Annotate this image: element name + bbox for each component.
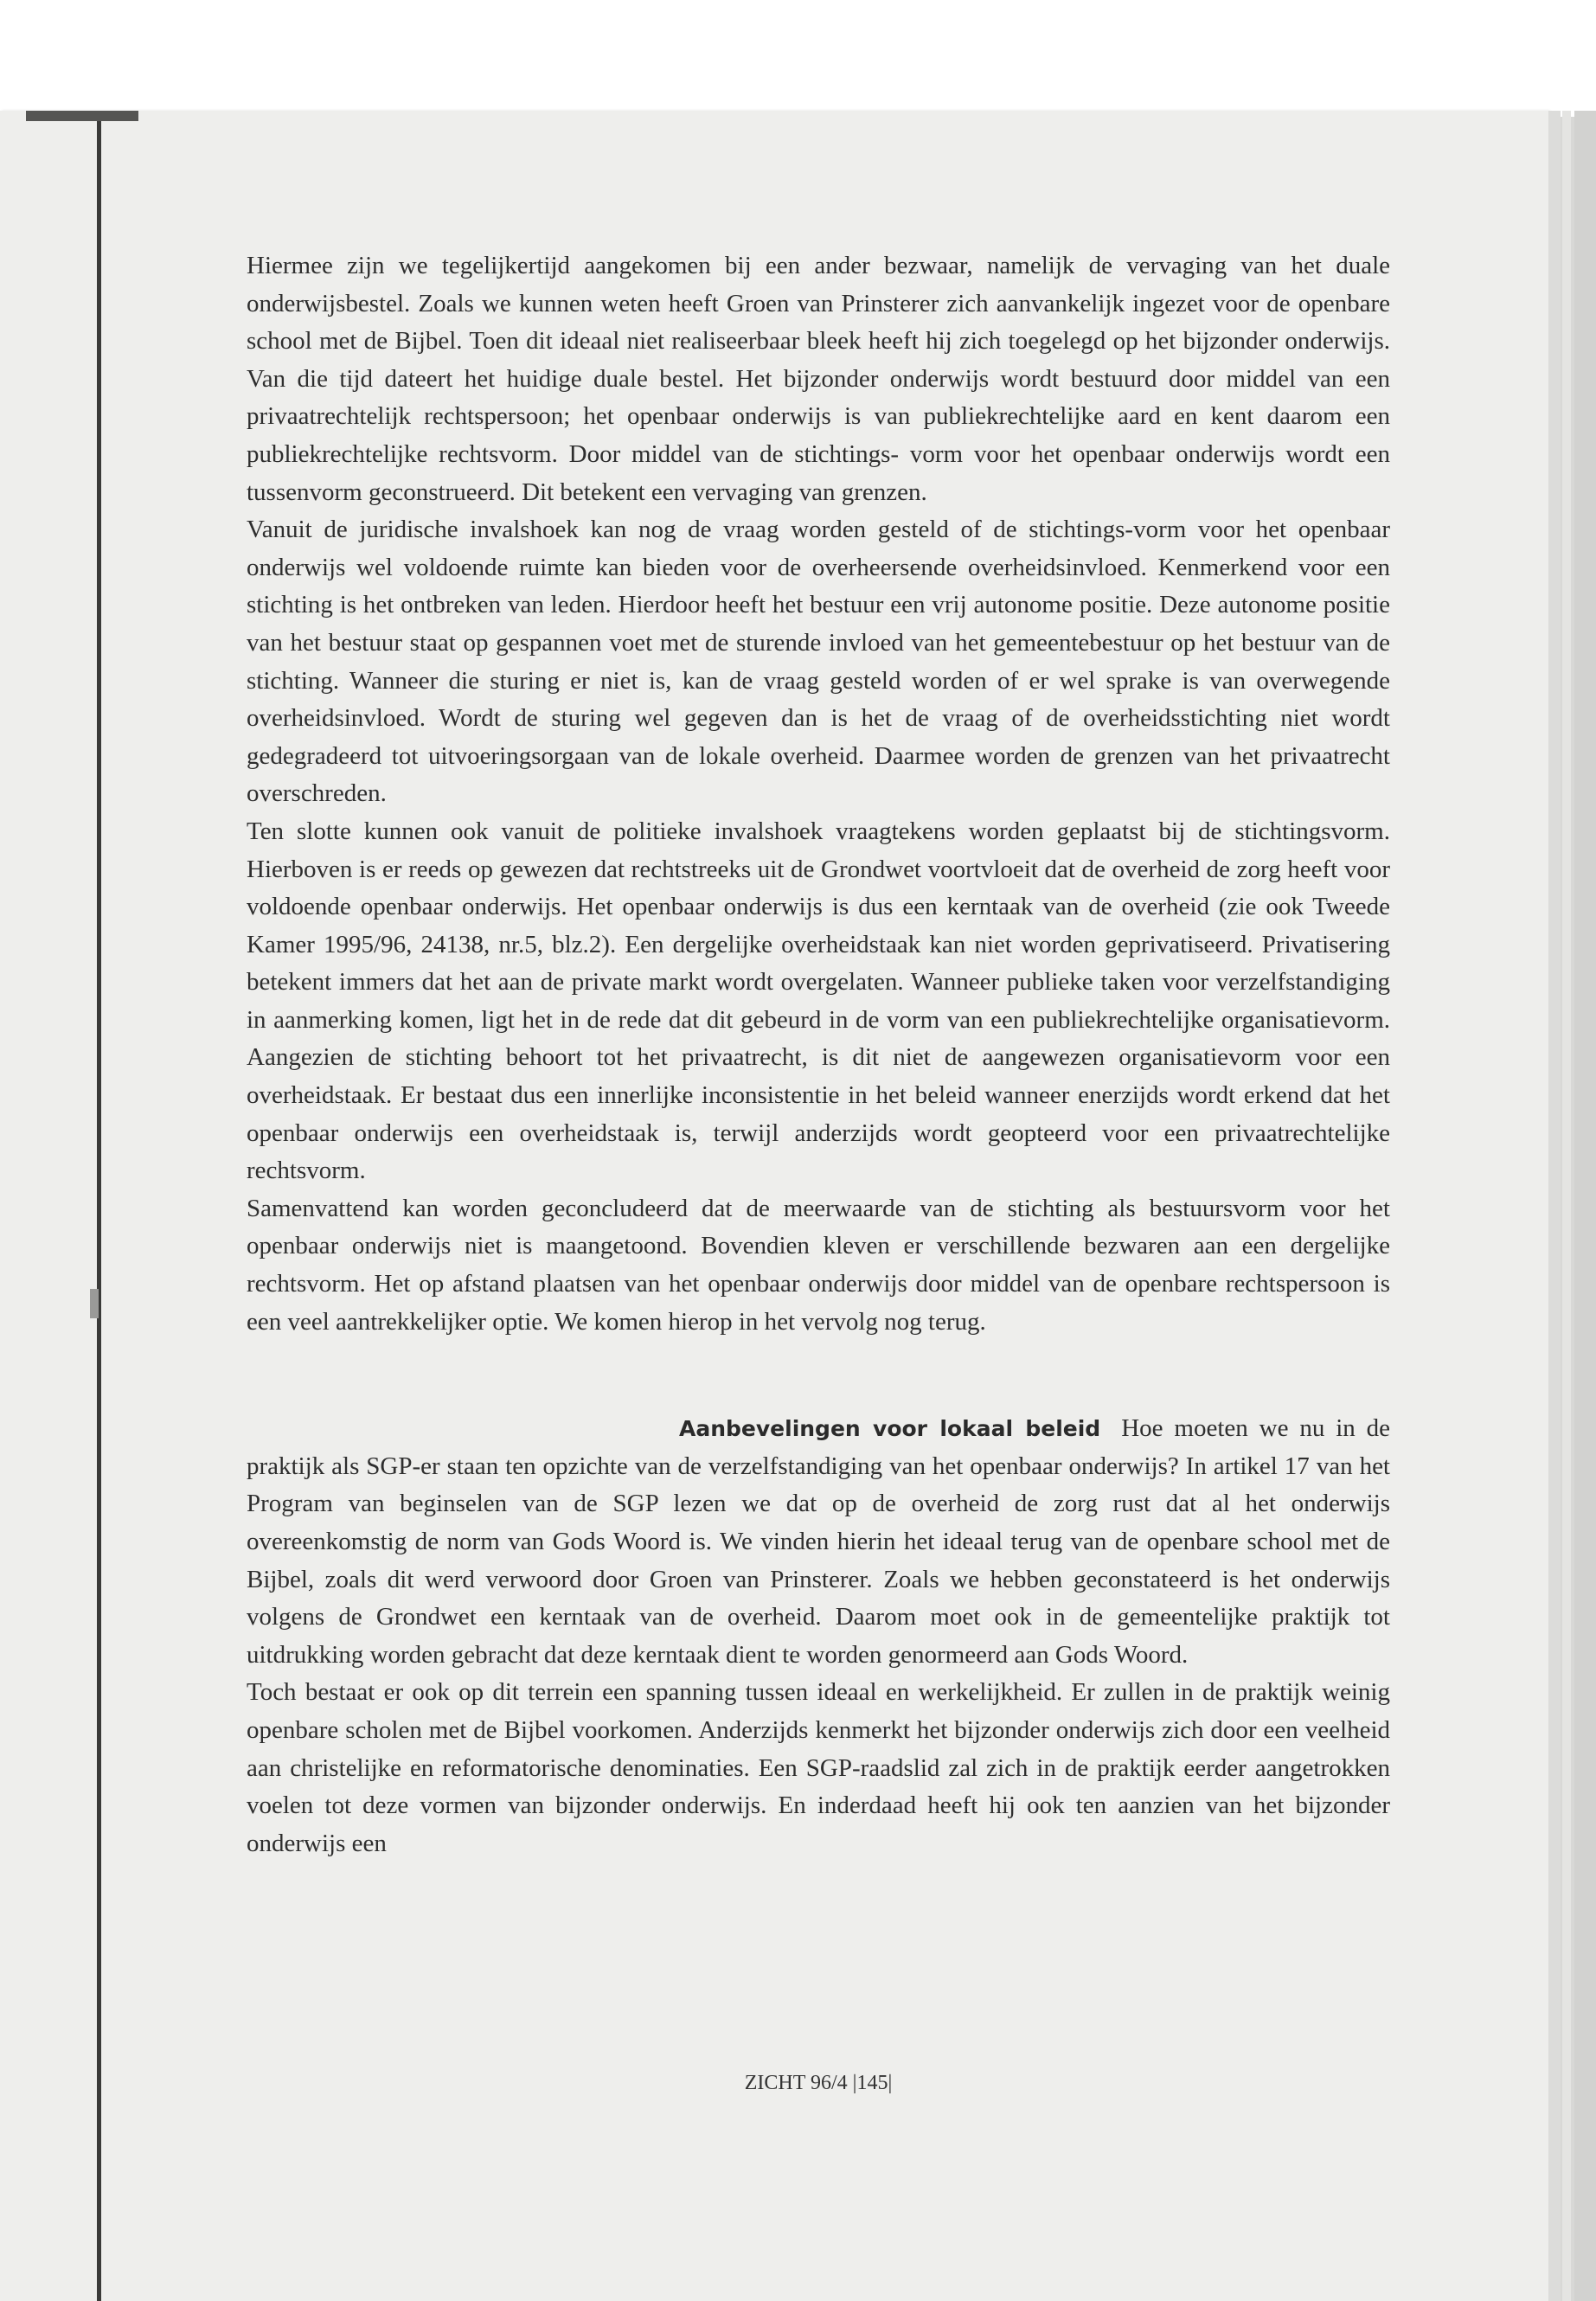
article-body [247,247,1390,1862]
section-heading: Aanbevelingen voor lokaal beleid [679,1416,1101,1442]
scan-background-top [0,0,1596,117]
page-edge [1562,111,1571,2301]
paragraph-summary: Samenvattend kan worden geconcludeerd dat de meerwaarde van de stichting als bestuursvorm voor het openbaar onderwijs niet is maangetoond. Bovendien kleven er verschillende bezwaren aan een dergelijke rechtsvorm. Het op afstand plaatsen van het openbaar onderwijs door middel van de openbare rechtspersoon is een veel aantrekkelijker optie. We komen hierop in het vervolg nog terug. [247,1194,1390,1336]
section-spacer [247,1341,1390,1410]
paragraph-dual-system: Hiermee zijn we tegelijkertijd aangekomen bij een ander bezwaar, namelijk de vervaging van het duale onderwijsbestel. Zoals we kunnen weten heeft Groen van Prinsterer zich aanvankelijk ingezet voor de openbare school met de Bijbel. Toen dit ideaal niet realiseerbaar bleek heeft hij zich toegelegd op het bijzonder onderwijs. Van die tijd dateert het huidige duale bestel. Het bijzonder onderwijs wordt bestuurd door middel van een privaatrechtelijk rechtspersoon; het openbaar onderwijs is van publiekrechtelijke aard en kent daarom een publiekrechtelijke rechtsvorm. Door middel van de stichtings- vorm voor het openbaar onderwijs wordt een tussenvorm geconstrueerd. Dit betekent een vervaging van grenzen. [247,252,1390,506]
binding-clip [26,111,138,121]
paragraph-political-angle: Ten slotte kunnen ook vanuit de politieke invalshoek vraagtekens worden geplaatst bij de stichtingsvorm. Hierboven is er reeds op gewezen dat rechtstreeks uit de Grondwet voortvloeit dat de overheid de zorg heeft voor voldoende openbaar onderwijs. Het openbaar onderwijs is dus een kerntaak van de overheid (zie ook Tweede Kamer 1995/96, 24138, nr.5, blz.2). Een dergelijke overheidstaak kan niet worden geprivatiseerd. Privatisering betekent immers dat het aan de private markt wordt overgelaten. Wanneer publieke taken voor verzelfstandiging in aanmerking komen, ligt het in de rede dat dit gebeurd in de vorm van een publiekrechtelijke organisatievorm. Aangezien de stichting behoort tot het privaatrecht, is dit niet de aangewezen organisatievorm voor een overheidstaak. Er bestaat dus een innerlijke inconsistentie in het beleid wanneer enerzijds wordt erkend dat het openbaar onderwijs een overheidstaak is, terwijl anderzijds wordt geopteerd voor een privaatrechtelijke rechtsvorm. [247,817,1390,1185]
page-edge [1548,111,1561,2301]
paragraph-recommendations-text: Hoe moeten we nu in de praktijk als SGP-er staan ten opzichte van de verzelfstandiging van het openbaar onderwijs? In artikel 17 van het Program van beginselen van de SGP lezen we dat op de overheid de zorg rust dat al het onderwijs overeenkomstig de norm van Gods Woord is. We vinden hierin het ideaal terug van de openbare school met de Bijbel, zoals dit werd verwoord door Groen van Prinsterer. Zoals we hebben geconstateerd is het onderwijs volgens de Grondwet een kerntaak van de overheid. Daarom moet ook in de gemeentelijke praktijk tot uitdrukking worden gebracht dat deze kerntaak dient te worden genormeerd aan Gods Woord. [247,1414,1391,1669]
page-edge [1574,111,1596,2301]
paragraph-legal-angle: Vanuit de juridische invalshoek kan nog de vraag worden gesteld of de stichtings-vorm voor het openbaar onderwijs wel voldoende ruimte kan bieden voor de overheersende overheidsinvloed. Kenmerkend voor een stichting is het ontbreken van leden. Hierdoor heeft het bestuur een vrij autonome positie. Deze autonome positie van het bestuur staat op gespannen voet met de sturende invloed van het gemeentebestuur op het bestuur van de stichting. Wanneer die sturing er niet is, kan de vraag gesteld worden of er wel sprake is van overwegende overheidsinvloed. Wordt de sturing wel gegeven dan is het de vraag of de overheidsstichting niet wordt gedegradeerd tot uitvoeringsorgaan van de lokale overheid. Daarmee worden de grenzen van het privaatrecht overschreden. [247,516,1390,808]
binding-spine [97,121,101,2301]
binding-mark [90,1289,99,1318]
paragraph-recommendations [247,1410,1390,1674]
paragraph-tension: Toch bestaat er ook op dit terrein een spanning tussen ideaal en werkelijkheid. Er zullen in de praktijk weinig openbare scholen met de Bijbel voorkomen. Anderzijds kenmerkt het bijzonder onderwijs zich door een veelheid aan christelijke en reformatorische denominaties. Een SGP-raadslid zal zich in de praktijk eerder aangetrokken voelen tot deze vormen van bijzonder onderwijs. En inderdaad heeft hij ook ten aanzien van het bijzonder onderwijs een [247,1678,1390,1857]
page-footer: ZICHT 96/4 |145| [744,2072,893,2094]
